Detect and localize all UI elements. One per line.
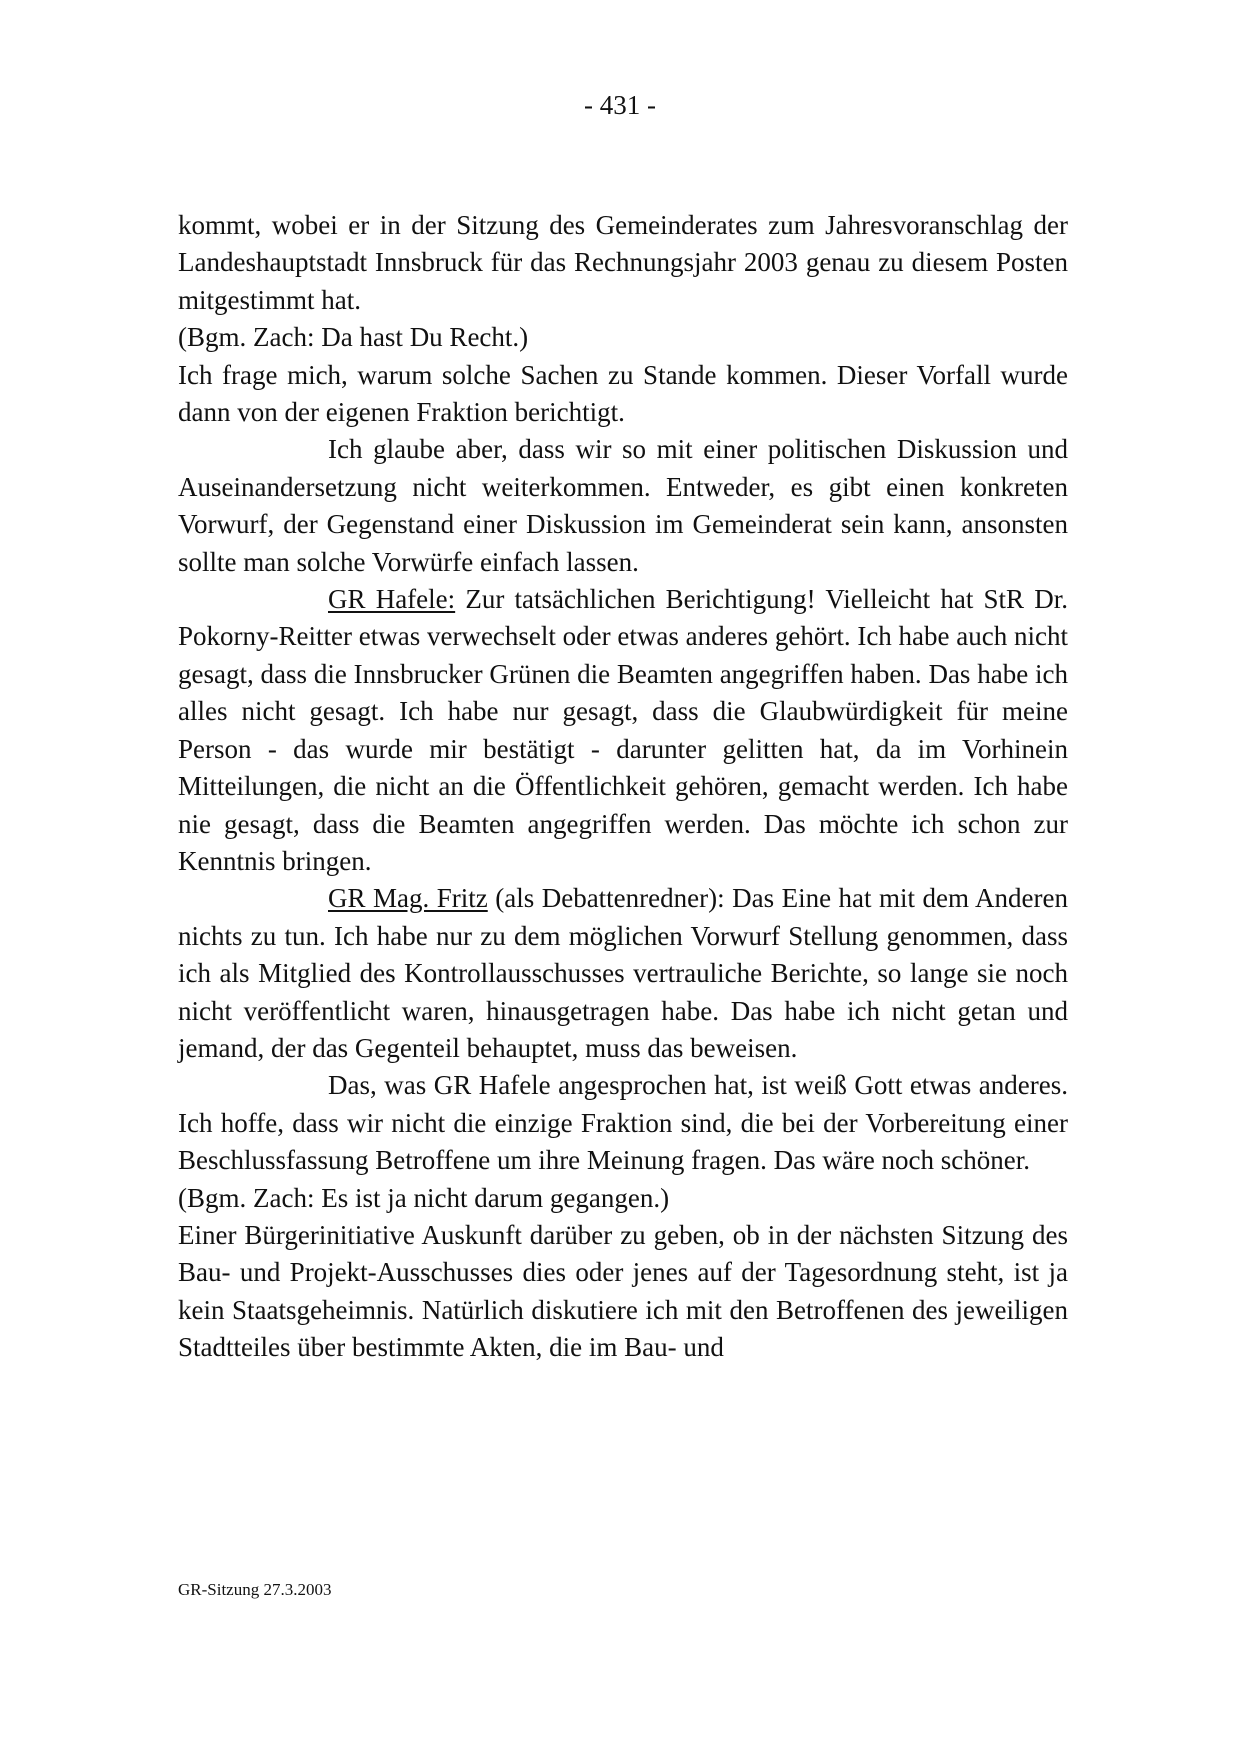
speaker-hafele: GR Hafele: xyxy=(328,584,456,615)
paragraph-fraktion: Das, was GR Hafele angesprochen hat, ist weiß Gott etwas anderes. Ich hoffe, dass wir nicht die einzige Fraktion sind, die bei der Vorbereitung einer Beschlussfassung Betroffene um ihre Meinung fragen. Das wäre noch schöner. xyxy=(178,1070,1068,1176)
interjection-zach-2: (Bgm. Zach: Es ist ja nicht darum gegangen.) xyxy=(178,1182,670,1213)
paragraph-discussion: Ich glaube aber, dass wir so mit einer politischen Diskussion und Auseinandersetzung nicht weiterkommen. Entweder, es gibt einen konkreten Vorwurf, der Gegenstand einer Diskussion im Gemeinderat sein kann, ansonsten sollte man solche Vorwürfe einfach lassen. xyxy=(178,434,1068,577)
paragraph-question: Ich frage mich, warum solche Sachen zu Stande kommen. Dieser Vorfall wurde dann von der eigenen Fraktion berichtigt. xyxy=(178,359,1068,428)
paragraph-continuation: kommt, wobei er in der Sitzung des Gemeinderates zum Jahresvoranschlag der Landeshauptstadt Innsbruck für das Rechnungsjahr 2003 genau zu diesem Posten mitgestimmt hat. xyxy=(178,210,1068,315)
interjection-zach-1: (Bgm. Zach: Da hast Du Recht.) xyxy=(178,322,529,353)
speech-fritz xyxy=(178,880,1068,1067)
document-body xyxy=(178,207,1068,1367)
paragraph-buergerinitiative: Einer Bürgerinitiative Auskunft darüber zu geben, ob in der nächsten Sitzung des Bau- und Projekt-Ausschusses dies oder jenes auf der Tagesordnung steht, ist ja kein Staatsgeheimnis. Natürlich diskutiere ich mit den Betroffenen des jeweiligen Stadtteiles über bestimmte Akten, die im Bau- und xyxy=(178,1219,1068,1363)
footer-session-date: GR-Sitzung 27.3.2003 xyxy=(178,1580,332,1599)
speech-hafele xyxy=(178,581,1068,880)
speech-fritz-text: (als Debattenredner): Das Eine hat mit dem Anderen nichts zu tun. Ich habe nur zu dem möglichen Vorwurf Stellung genommen, dass ich als Mitglied des Kontrollausschusses vertrauliche Berichte, so lange sie noch nicht veröffentlicht waren, hinausgetragen habe. Das habe ich nicht getan und jemand, der das Gegenteil behauptet, muss das beweisen. xyxy=(178,883,1068,1063)
page-number: - 431 - xyxy=(584,90,656,120)
speech-hafele-text: Zur tatsächlichen Berichtigung! Vielleicht hat StR Dr. Pokorny-Reitter etwas verwechselt oder etwas anderes gehört. Ich habe auch nicht gesagt, dass die Innsbrucker Grünen die Beamten angegriffen haben. Das habe ich alles nicht gesagt. Ich habe nur gesagt, dass die Glaubwürdigkeit für meine Person - das wurde mir bestätigt - darunter gelitten hat, da im Vorhinein Mitteilungen, die nicht an die Öffentlichkeit gehören, gemacht werden. Ich habe nie gesagt, dass die Beamten angegriffen werden. Das möchte ich schon zur Kenntnis bringen. xyxy=(178,584,1068,876)
speaker-fritz: GR Mag. Fritz xyxy=(328,883,488,914)
